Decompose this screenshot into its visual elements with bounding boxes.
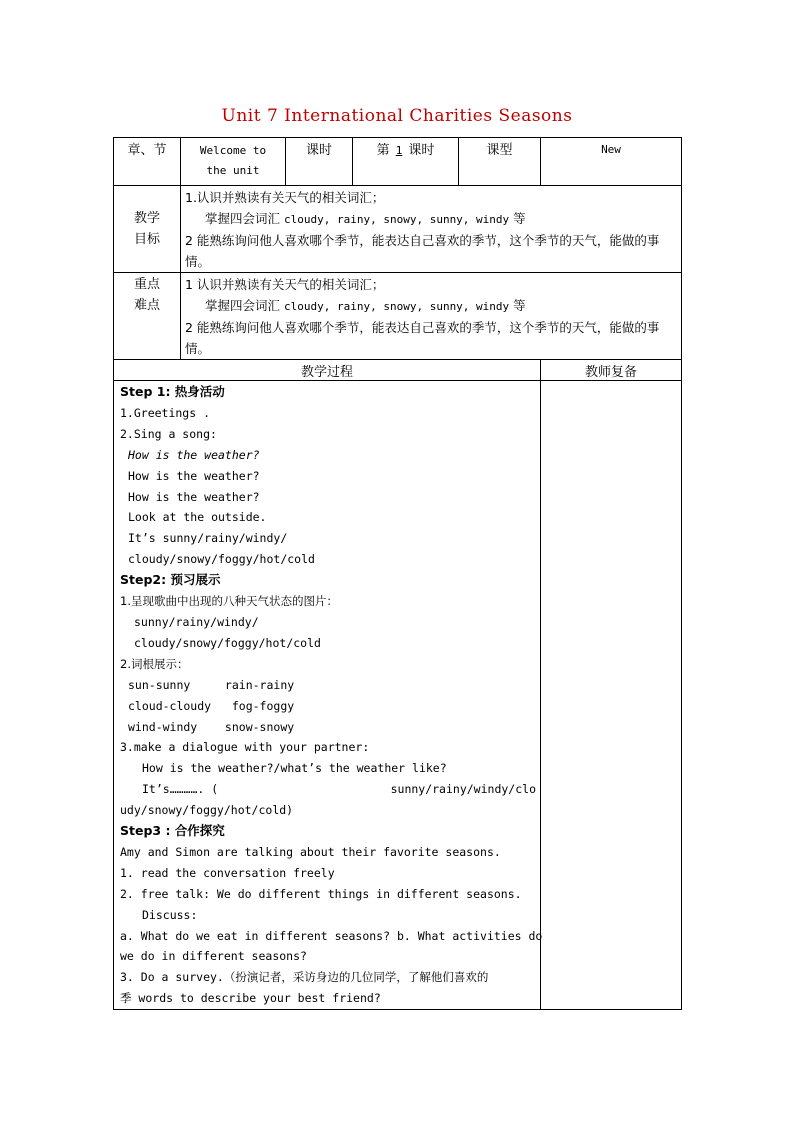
song-line2: How is the weather? [128,489,260,504]
root-line2: cloud-cloudy fog-foggy [128,698,295,713]
keypoints-label [114,273,181,360]
goals-line2-tail: 等 [513,211,526,226]
process-heading: 教学过程 [114,360,541,381]
chapter-value-line2: the unit [206,164,260,177]
goals-content [181,186,682,273]
step3-heading: Step3 : 合作探究 [120,823,225,839]
document-title: Unit 7 International Charities Seasons [221,106,573,126]
keypoints-line2-en: cloudy, rainy, snowy, sunny, windy [284,300,510,313]
goals-label [114,186,181,273]
step2-item1b: cloudy/snowy/foggy/hot/cold [134,635,321,650]
root-line1: sun-sunny rain-rainy [128,677,295,692]
period-number: 1 [395,144,403,157]
step3-item3b: 季 words to describe your best friend? [120,991,381,1006]
keypoints-label-line1: 重点 [133,277,160,292]
root-line3: wind-windy snow-snowy [128,719,295,734]
song-title: How is the weather? [128,447,260,462]
lesson-plan-table [113,137,682,1010]
step3-item-a2: we do in different seasons? [120,949,307,964]
process-content [114,381,541,1010]
keypoints-content [181,273,682,360]
step2-item3: 3.make a dialogue with your partner: [120,740,370,755]
goals-line2-cn: 掌握四会词汇 [205,211,281,226]
type-value: New [541,138,682,186]
keypoints-label-line2: 难点 [133,298,160,313]
step2-item1a: sunny/rainy/windy/ [134,614,259,629]
goals-row [114,186,682,273]
goals-line1: 1.认识并熟读有关天气的相关词汇； [185,190,385,205]
goals-line2 [185,208,677,230]
goals-label-line2: 目标 [133,232,160,247]
step1-item1: 1.Greetings . [120,405,211,420]
step2-item3a: How is the weather?/what’s the weather like? [142,761,447,776]
step2-item2: 2.词根展示： [120,656,189,671]
goals-line2-en: cloudy, rainy, snowy, sunny, windy [284,213,510,226]
chapter-value-line1: Welcome to [199,144,267,157]
step3-item1: 1. read the conversation freely [120,865,335,880]
step2-item3b-left: It’s…………. ( [142,782,219,797]
keypoints-row [114,273,682,360]
step3-item2b: Discuss: [142,907,198,922]
period-label: 课时 [286,138,353,186]
song-line3: Look at the outside. [128,510,267,525]
period-value [353,138,459,186]
period-prefix: 第 [376,143,390,158]
step3-intro: Amy and Simon are talking about their favorite seasons. [120,844,501,859]
keypoints-line2-tail: 等 [513,298,526,313]
step2-heading: Step2: 预习展示 [120,572,221,588]
period-suffix: 课时 [408,143,435,158]
song-line5: cloudy/snowy/foggy/hot/cold [128,552,315,567]
keypoints-line2 [185,295,677,317]
step3-item3: 3. Do a survey.（扮演记者，采访身边的几位同学，了解他们喜欢的 [120,970,489,985]
process-row [114,381,682,1010]
step1-heading: Step 1: 热身活动 [120,384,225,399]
keypoints-line3: 2 能熟练询问他人喜欢哪个季节，能表达自己喜欢的季节，这个季节的天气，能做的事情。 [185,320,660,356]
song-line1: How is the weather? [128,468,260,483]
type-label: 课型 [459,138,541,186]
song-line4: It’s sunny/rainy/windy/ [128,531,288,546]
header-row [114,138,682,186]
chapter-value [181,138,286,186]
keypoints-line2-cn: 掌握四会词汇 [205,298,281,313]
step3-item2: 2. free talk: We do different things in different seasons. [120,886,522,901]
teacher-notes-heading: 教师复备 [541,360,682,381]
keypoints-line1: 1 认识并熟读有关天气的相关词汇； [185,277,385,292]
step2-item3b-right: sunny/rainy/windy/clo [390,782,536,797]
step3-item-a: a. What do we eat in different seasons? b. What activities do [120,928,543,943]
teacher-notes-content [541,381,682,1010]
step2-item3b [120,779,536,800]
step2-item3c: udy/snowy/foggy/hot/cold) [120,803,294,818]
goals-line3: 2 能熟练询问他人喜欢哪个季节，能表达自己喜欢的季节，这个季节的天气，能做的事情。 [185,233,660,269]
step2-item1: 1.呈现歌曲中出现的八种天气状态的图片： [120,594,338,609]
goals-label-line1: 教学 [133,211,160,226]
step1-item2: 2.Sing a song: [120,426,217,441]
section-header-row [114,360,682,381]
chapter-label: 章、节 [114,138,181,186]
